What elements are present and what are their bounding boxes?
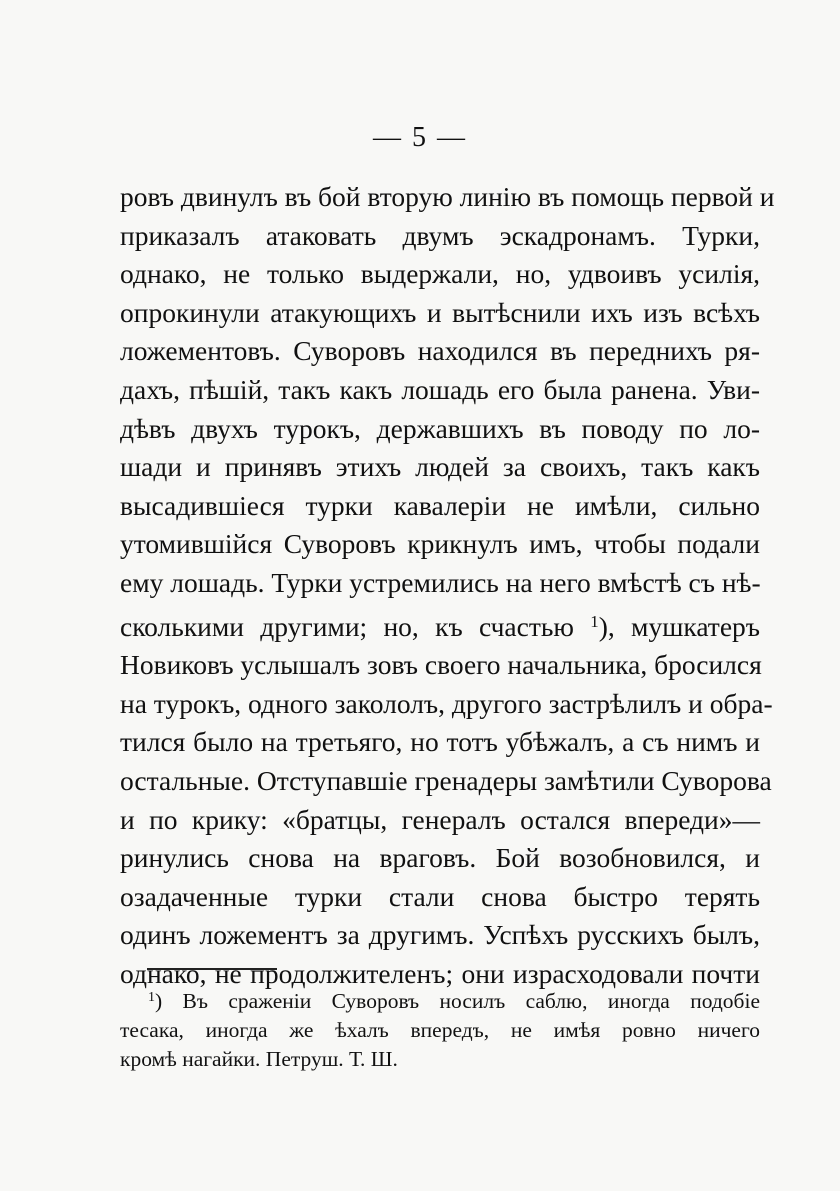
- text-line: приказалъ атаковать двумъ эскадронамъ. Турки,: [120, 219, 760, 251]
- footnote-line: кромѣ нагайки. Петруш. Т. Ш.: [120, 1047, 398, 1071]
- footnote: [120, 983, 760, 1074]
- body-text: [120, 178, 775, 993]
- text-line: на турокъ, одного закололъ, другого застрѣлилъ и обра-: [120, 687, 773, 719]
- text-line-with-footnote: [120, 603, 760, 647]
- footnote-text: ) Въ сраженіи Суворовъ носилъ саблю, иногда подобіе: [155, 989, 760, 1013]
- text-line: ринулись снова на враговъ. Бой возобновился, и: [120, 842, 760, 874]
- text-line: ему лошадь. Турки устремились на него вмѣстѣ съ нѣ-: [120, 566, 761, 598]
- text-line: озадаченные турки стали снова быстро терять: [120, 880, 760, 912]
- text-line: дахъ, пѣшій, такъ какъ лошадь его была ранена. Уви-: [120, 373, 760, 405]
- text-line: ровъ двинулъ въ бой вторую линію въ помощь первой и: [120, 181, 775, 212]
- text-line: ложементовъ. Суворовъ находился въ переднихъ ря-: [120, 335, 760, 367]
- text-line: одинъ ложементъ за другимъ. Успѣхъ русскихъ былъ,: [120, 919, 760, 951]
- text-segment: ), мушкатеръ: [598, 610, 761, 642]
- text-line: тился было на третьяго, но тотъ убѣжалъ, а съ нимъ и: [120, 726, 760, 758]
- footnote-line: тесака, иногда же ѣхалъ впередъ, не имѣя ровно ничего: [120, 1018, 760, 1042]
- footnote-reference: 1: [590, 611, 599, 631]
- footnote-marker: 1: [148, 990, 155, 1005]
- text-line: Новиковъ услышалъ зовъ своего начальника, бросился: [120, 649, 762, 681]
- text-line: дѣвъ двухъ турокъ, державшихъ въ поводу по ло-: [120, 412, 760, 444]
- text-line: утомившійся Суворовъ крикнулъ имъ, чтобы подали: [120, 528, 760, 560]
- text-segment: сколькими другими; но, къ счастью: [120, 610, 574, 642]
- page-number: — 5 —: [373, 122, 467, 153]
- text-line: шади и принявъ этихъ людей за своихъ, такъ какъ: [120, 451, 760, 483]
- text-line: однако, не продолжителенъ; они израсходовали почти: [120, 957, 760, 989]
- text-line: остальные. Отступавшіе гренадеры замѣтили Суворова: [120, 764, 772, 796]
- text-line: однако, не только выдержали, но, удвоивъ усилія,: [120, 258, 760, 290]
- footnote-divider: [147, 968, 277, 970]
- text-line: и по крику: «братцы, генералъ остался впереди»—: [120, 803, 760, 835]
- text-line: высадившіеся турки кавалеріи не имѣли, сильно: [120, 489, 760, 521]
- text-line: опрокинули атакующихъ и вытѣснили ихъ изъ всѣхъ: [120, 296, 760, 328]
- footnote-line: [120, 983, 760, 1016]
